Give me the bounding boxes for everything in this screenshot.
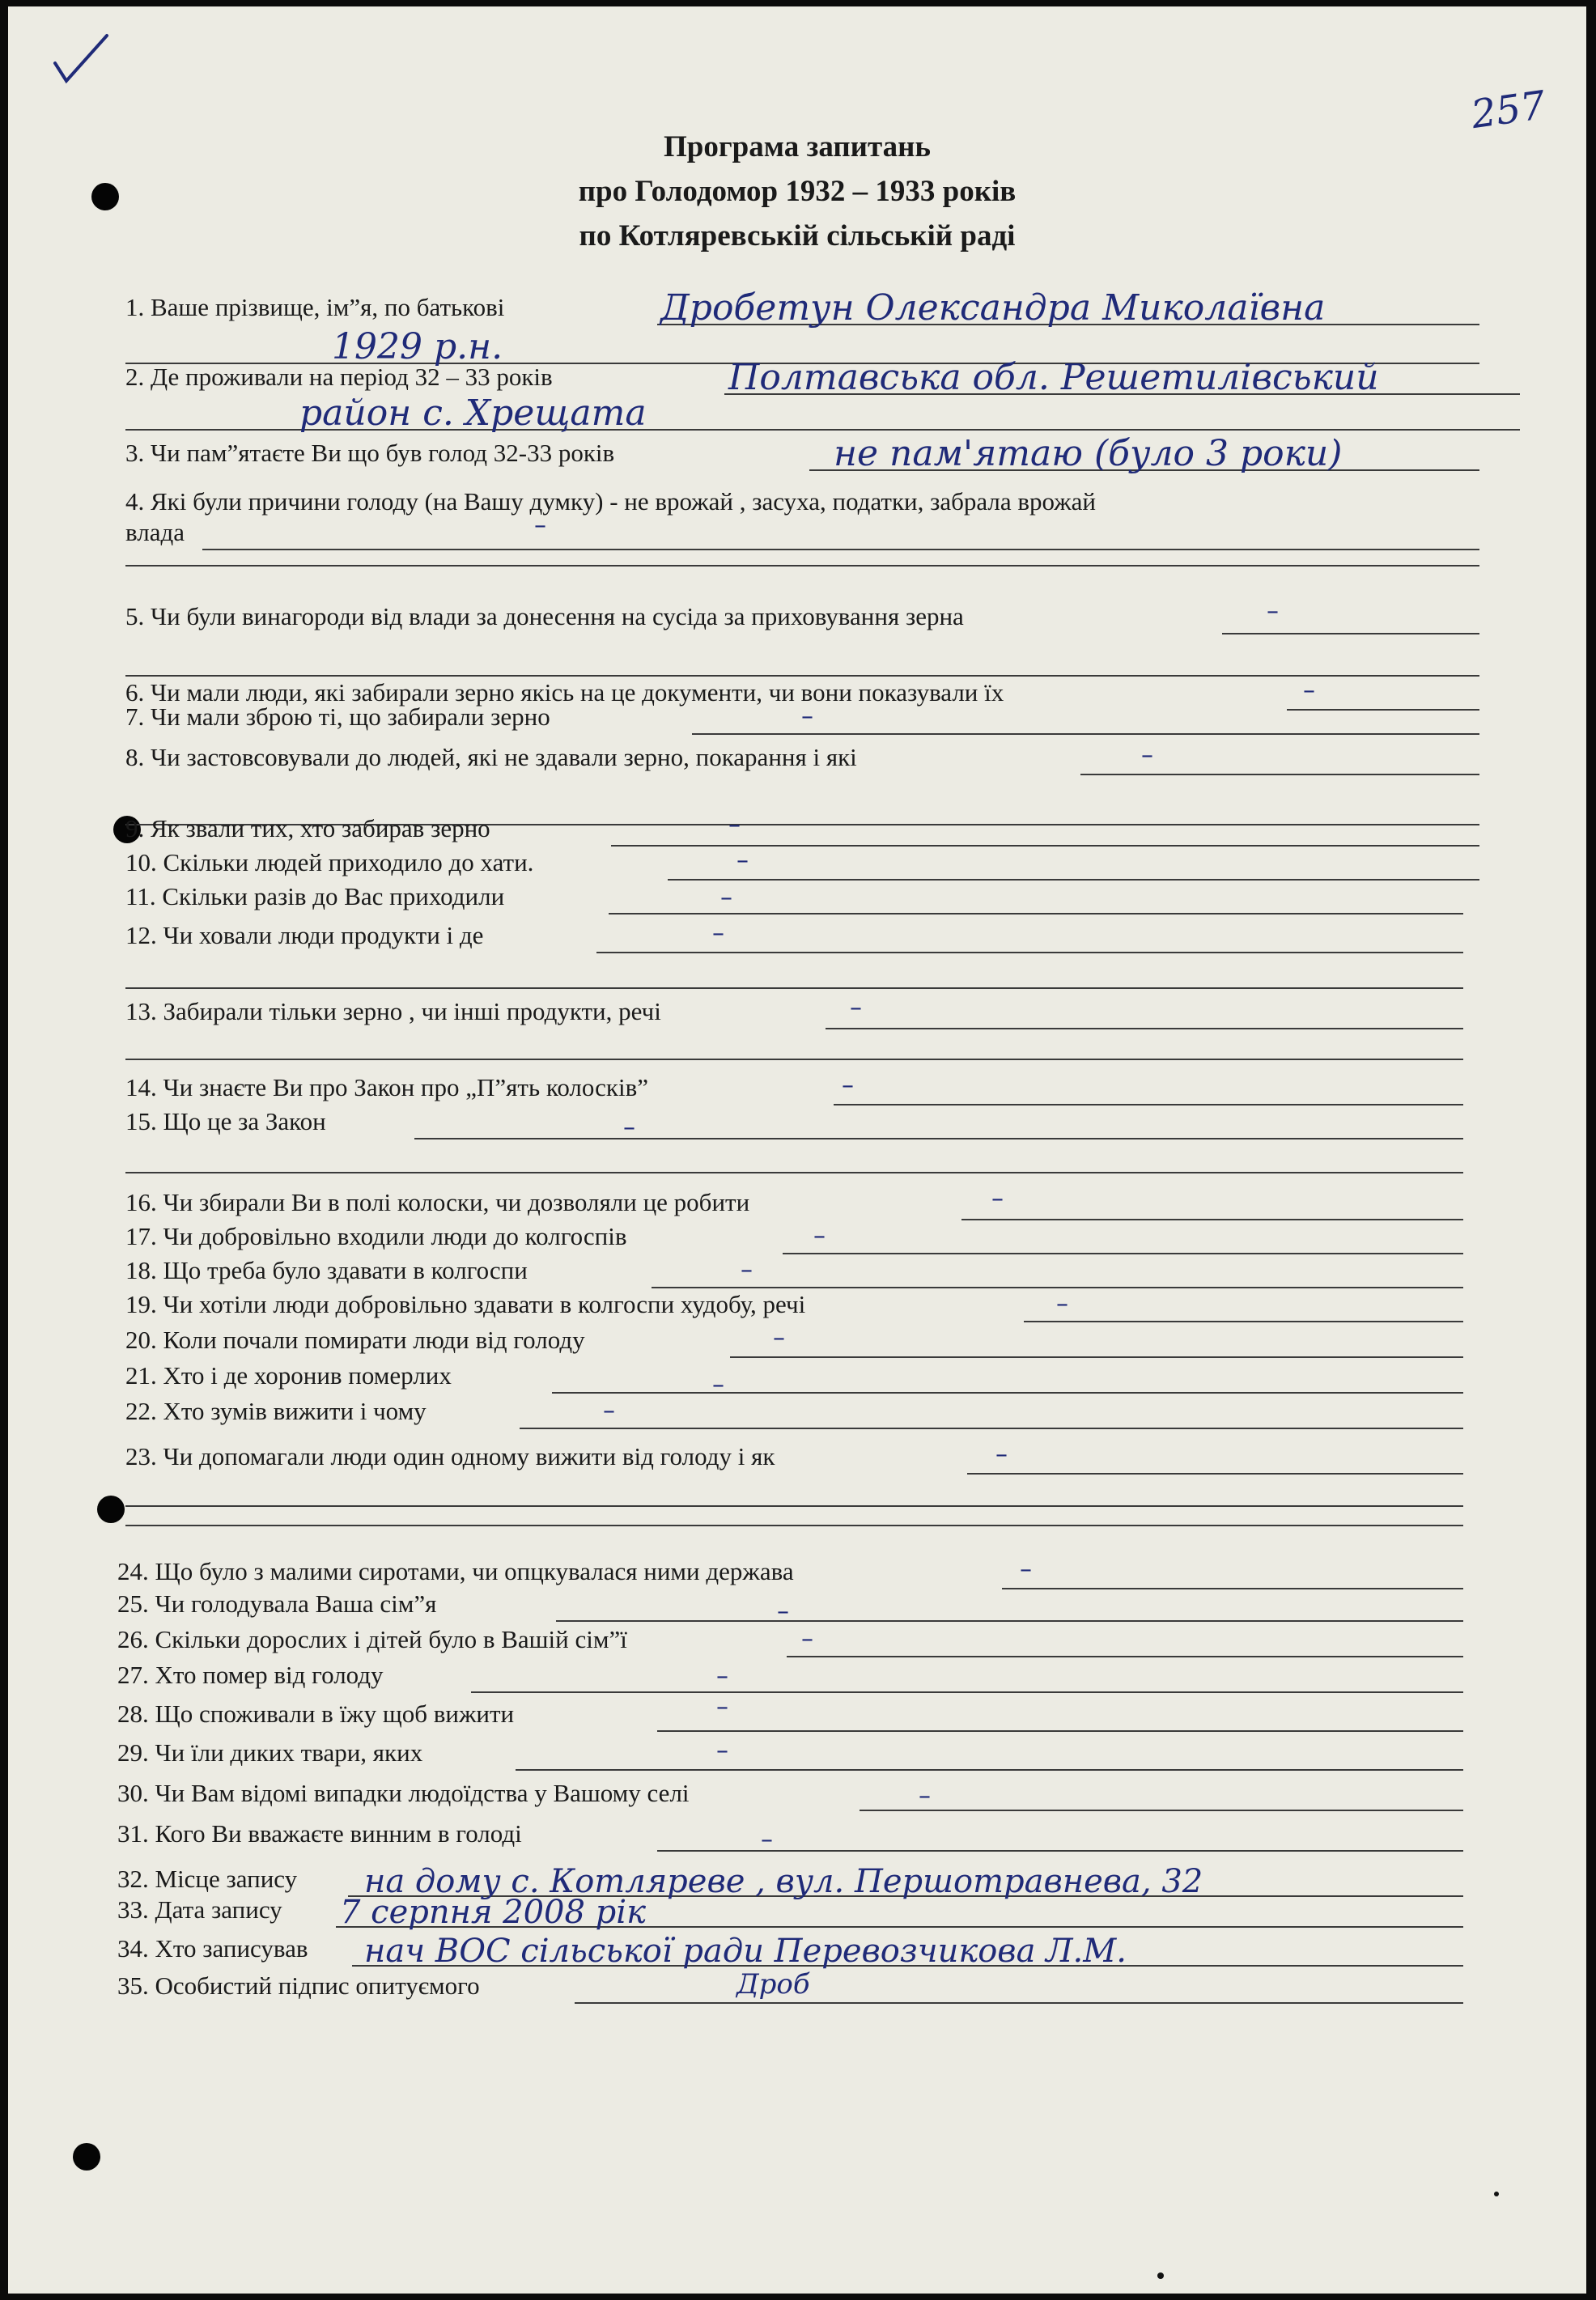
question-label: 17. Чи добровільно входили люди до колгоспів xyxy=(125,1222,627,1250)
answer-dash: – xyxy=(716,1662,728,1691)
question-label: 8. Чи застовсовували до людей, які не здавали зерно, покарання і які xyxy=(125,743,857,771)
question-label: 35. Особистий підпис опитуємого xyxy=(117,1971,480,2000)
question-label: 7. Чи мали зброю ті, що забирали зерно xyxy=(125,702,550,731)
question-label: 12. Чи ховали люди продукти і де xyxy=(125,921,484,949)
answer-dash: – xyxy=(991,1185,1004,1213)
question-label: 13. Забирали тільки зерно , чи інші продукти, речі xyxy=(125,997,661,1025)
answer-dash: – xyxy=(761,1826,773,1854)
answer-text: 1929 р.н. xyxy=(332,326,503,367)
answer-dash: – xyxy=(1141,741,1153,770)
punch-hole xyxy=(73,2143,100,2171)
question-label: 22. Хто зумів вижити і чому xyxy=(125,1397,427,1425)
check-mark-icon xyxy=(49,31,113,87)
question-label: 3. Чи пам”ятаєте Ви що був голод 32-33 років xyxy=(125,439,615,467)
question-label: 21. Хто і де хоронив померлих xyxy=(125,1361,452,1390)
answer-dash: – xyxy=(777,1598,789,1626)
signature: Дроб xyxy=(736,1968,810,2001)
answer-dash: – xyxy=(1056,1290,1068,1318)
answer-dash: – xyxy=(728,811,741,839)
answer-dash: – xyxy=(850,994,862,1022)
answer-text: Дробетун Олександра Миколаївна xyxy=(660,287,1326,329)
question-label: 19. Чи хотіли люди добровільно здавати в колгоспи худобу, речі xyxy=(125,1290,806,1318)
page-number: 257 xyxy=(1468,82,1549,138)
answer-dash: – xyxy=(842,1071,854,1100)
question-label: 4. Які були причини голоду (на Вашу думку) - не врожай , засуха, податки, забрала врожай xyxy=(125,487,1097,516)
question-label: 23. Чи допомагали люди один одному вижити від голоду і як xyxy=(125,1442,775,1470)
answer-dash: – xyxy=(919,1782,931,1810)
answer-dash: – xyxy=(1267,597,1279,626)
answer-text: район с. Хрещата xyxy=(299,393,647,434)
question-label: 1. Ваше прізвище, ім”я, по батькові xyxy=(125,293,505,321)
question-label: 31. Кого Ви вважаєте винним в голоді xyxy=(117,1819,522,1848)
answer-text: не пам'ятаю (було 3 роки) xyxy=(834,433,1343,474)
document-title: Програма запитань xyxy=(664,130,931,163)
answer-dash: – xyxy=(801,702,813,731)
document-subtitle-2: по Котляревській сільській раді xyxy=(579,219,1016,252)
answer-text: Полтавська обл. Решетилівський xyxy=(728,357,1379,398)
stray-mark xyxy=(1157,2272,1164,2279)
answer-text: нач ВОС сільської ради Перевозчикова Л.М. xyxy=(364,1933,1127,1970)
answer-dash: – xyxy=(712,919,724,948)
answer-dash: – xyxy=(716,1737,728,1765)
answer-dash: – xyxy=(720,884,732,912)
question-label: 9. Як звали тих, хто забирав зерно xyxy=(125,814,490,842)
question-label: 28. Що споживали в їжу щоб вижити xyxy=(117,1700,515,1728)
question-label: 30. Чи Вам відомі випадки людоїдства у Вашому селі xyxy=(117,1779,690,1807)
document-subtitle: про Голодомор 1932 – 1933 років xyxy=(578,175,1017,208)
answer-dash: – xyxy=(741,1256,753,1284)
answer-text: 7 серпня 2008 рік xyxy=(340,1894,646,1931)
punch-hole xyxy=(97,1496,125,1523)
answer-dash: – xyxy=(773,1324,785,1352)
question-label: 6. Чи мали люди, які забирали зерно якісь на це документи, чи вони показували їх xyxy=(125,678,1004,707)
question-label: 25. Чи голодувала Ваша сім”я xyxy=(117,1589,437,1618)
question-label: 16. Чи збирали Ви в полі колоски, чи дозволяли це робити xyxy=(125,1188,750,1216)
answer-dash: – xyxy=(1303,677,1315,705)
question-label: 15. Що це за Закон xyxy=(125,1107,326,1135)
question-label: 20. Коли почали помирати люди від голоду xyxy=(125,1326,585,1354)
question-label: 32. Місце запису xyxy=(117,1865,298,1893)
question-label: 11. Скільки разів до Вас приходили xyxy=(125,882,505,910)
answer-dash: – xyxy=(623,1114,635,1142)
answer-dash: – xyxy=(995,1441,1008,1469)
question-label: 14. Чи знаєте Ви про Закон про „П”ять колосків” xyxy=(125,1073,649,1101)
question-label: 5. Чи були винагороди від влади за донесення на сусіда за приховування зерна xyxy=(125,602,964,630)
question-label: 29. Чи їли диких твари, яких xyxy=(117,1738,423,1767)
answer-dash: – xyxy=(603,1397,615,1425)
question-label: 27. Хто помер від голоду xyxy=(117,1661,384,1689)
answer-dash: – xyxy=(712,1371,724,1399)
question-label: 26. Скільки дорослих і дітей було в Вашій сім”ї xyxy=(117,1625,627,1653)
answer-dash: – xyxy=(813,1222,826,1250)
answer-dash: – xyxy=(1020,1555,1032,1584)
answer-dash: – xyxy=(736,847,749,875)
question-label: 33. Дата запису xyxy=(117,1895,282,1924)
question-label: 34. Хто записував xyxy=(117,1934,308,1963)
question-label: 10. Скільки людей приходило до хати. xyxy=(125,848,534,876)
answer-dash: – xyxy=(716,1693,728,1721)
question-label: 2. Де проживали на період 32 – 33 років xyxy=(125,363,553,391)
question-label: 18. Що треба було здавати в колгоспи xyxy=(125,1256,528,1284)
stray-mark xyxy=(1494,2192,1499,2196)
question-label: влада xyxy=(125,518,185,546)
answer-dash: – xyxy=(801,1625,813,1653)
document-page xyxy=(8,6,1586,2294)
answer-text: на дому с. Котляреве , вул. Першотравнева, 32 xyxy=(364,1863,1203,1900)
question-label: 24. Що було з малими сиротами, чи опцкувалася ними держава xyxy=(117,1557,794,1585)
answer-dash: – xyxy=(534,511,546,540)
